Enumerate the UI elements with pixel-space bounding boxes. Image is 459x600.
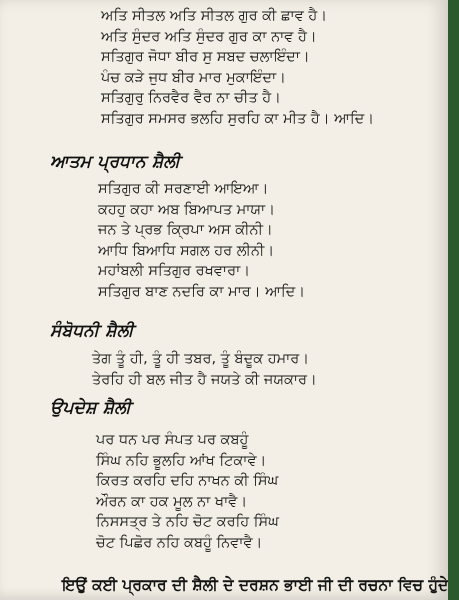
verse-line: ਸਿੰਘ ਨਹਿ ਭੂਲਹਿ ਆਂਖ ਟਿਕਾਵੇ। xyxy=(96,452,267,469)
verse-line: ਤੇਰਹਿ ਹੀ ਬਲ ਜੀਤ ਹੈ ਜਯਤੇ ਕੀ ਜਯਕਾਰ। xyxy=(92,371,317,388)
verse-line: ਸਤਿਗੁਰ ਸਮਸਰ ਭਲਹਿ ਸੁਰਹਿ ਕਾ ਮੀਤ ਹੈ। ਆਦਿ। xyxy=(101,110,374,127)
section-heading-updesh: ਉਪਦੇਸ਼ ਸ਼ੈਲੀ xyxy=(50,398,132,418)
verse-block-3 xyxy=(92,349,317,390)
verse-line: ਸਤਿਗੁਰ ਕੀ ਸਰਣਾਈ ਆਇਆ। xyxy=(98,181,269,197)
verse-line: ਸਤਿਗੁਰ ਜੋਧਾ ਬੀਰ ਸੁ ਸਬਦ ਚਲਾਇੰਦਾ। xyxy=(101,49,310,65)
verse-line: ਪੰਚ ਕੜੇ ਜੁਧ ਬੀਰ ਮਾਰ ਮੁਕਾਇੰਦਾ। xyxy=(101,69,286,86)
verse-line: ਤੇਗ ਤੂੰ ਹੀ, ਤੂੰ ਹੀ ਤਬਰ, ਤੂੰ ਬੰਦੂਕ ਹਮਾਰ। xyxy=(92,351,310,367)
verse-line: ਚੋਟ ਪਿਛੋਰ ਨਹਿ ਕਬਹੂੰ ਨਿਵਾਵੈ। xyxy=(96,534,263,551)
verse-block-1 xyxy=(101,6,374,129)
verse-line: ਸਤਿਗੁਰ ਬਾਣ ਨਦਰਿ ਕਾ ਮਾਰ। ਆਦਿ। xyxy=(98,283,305,300)
verse-line: ਜਨ ਤੇ ਪ੍ਰਭ ਕ੍ਰਿਪਾ ਅਸ ਕੀਨੀ। xyxy=(98,222,273,238)
verse-line: ਪਰ ਧਨ ਪਰ ਸੰਪਤ ਪਰ ਕਬਹੂੰ xyxy=(96,432,249,448)
verse-block-2 xyxy=(98,179,305,302)
verse-block-4 xyxy=(96,430,279,553)
verse-line: ਅਤਿ ਸੀਤਲ ਅਤਿ ਸੀਤਲ ਗੁਰ ਕੀ ਛਾਵ ਹੈ। xyxy=(101,8,328,24)
verse-line: ਕਿਰਤ ਕਰਹਿ ਦਹਿ ਨਾਖਨ ਕੀ ਸਿੰਘ xyxy=(96,473,279,489)
section-heading-atam-pradhan: ਆਤਮ ਪ੍ਰਧਾਨ ਸ਼ੈਲੀ xyxy=(50,152,181,172)
verse-line: ਔਰਨ ਕਾ ਹਕ ਮੂਲ ਨਾ ਖਾਵੈ। xyxy=(96,493,248,510)
verse-line: ਆਧਿ ਬਿਆਧਿ ਸਗਲ ਹਰ ਲੀਨੀ। xyxy=(98,242,275,259)
verse-line: ਨਿਸਸਤ੍ਰ ਤੇ ਨਹਿ ਚੋਟ ਕਰਹਿ ਸਿੰਘ xyxy=(96,514,279,530)
verse-line: ਕਹਹੁ ਕਹਾ ਅਬ ਬਿਆਪਤ ਮਾਯਾ। xyxy=(98,201,275,218)
verse-line: ਮਹਾਂਬਲੀ ਸਤਿਗੁਰ ਰਖਵਾਰਾ। xyxy=(98,263,250,279)
section-heading-sambodhni: ਸੰਬੋਧਨੀ ਸ਼ੈਲੀ xyxy=(50,321,134,341)
verse-line: ਅਤਿ ਸੁੰਦਰ ਅਤਿ ਸੁੰਦਰ ਗੁਰ ਕਾ ਨਾਵ ਹੈ। xyxy=(101,28,317,45)
closing-paragraph-line: ਇਉਂ ਕਈ ਪ੍ਰਕਾਰ ਦੀ ਸ਼ੈਲੀ ਦੇ ਦਰਸ਼ਨ ਭਾਈ ਜੀ ਦੀ ਰਚਨਾ ਵਿਚ ਹੁੰਦੇ xyxy=(62,576,448,594)
verse-line: ਸਤਿਗੁਰੁ ਨਿਰਵੈਰ ਵੈਰ ਨਾ ਚੀਤ ਹੈ। xyxy=(101,90,281,106)
